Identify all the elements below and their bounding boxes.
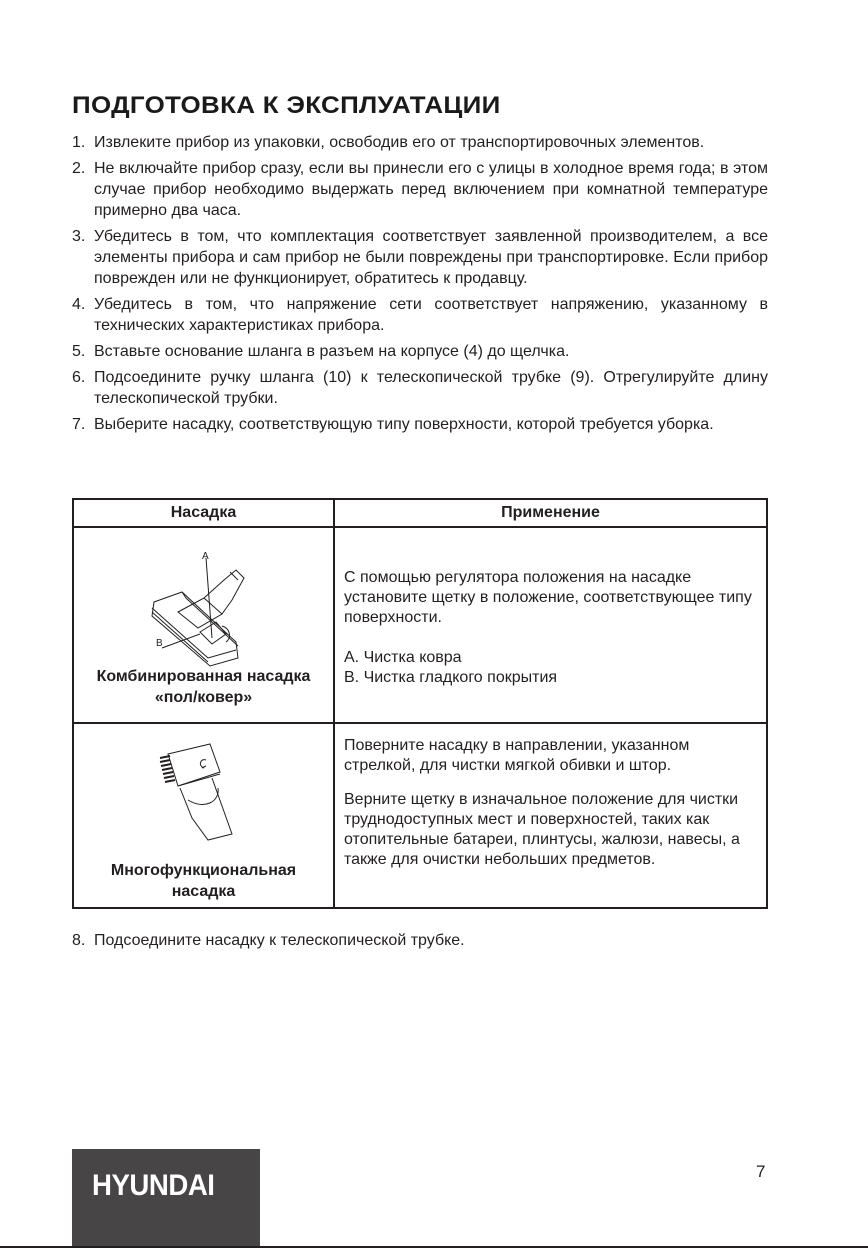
nozzle-cell xyxy=(73,723,334,908)
brand-name: HYUNDAI xyxy=(92,1169,215,1202)
step-item xyxy=(72,294,768,336)
step-item xyxy=(72,158,768,221)
step-number: 6. xyxy=(72,369,86,386)
usage-text: Поверните насадку в направлении, указанном стрелкой, для чистки мягкой обивки и штор. xyxy=(344,737,690,774)
label-b: B xyxy=(156,638,163,649)
step-item xyxy=(72,341,768,362)
nozzle-table xyxy=(72,498,768,909)
table-row xyxy=(73,527,767,723)
usage-text: С помощью регулятора положения на насадке установите щетку в положение, соответствующее типу поверхности. xyxy=(344,569,752,626)
step-number: 8. xyxy=(72,932,86,949)
nozzle-cell xyxy=(73,527,334,723)
step-text: Убедитесь в том, что напряжение сети соответствует напряжению, указанному в технических характеристиках прибора. xyxy=(94,296,768,334)
column-header-nozzle: Насадка xyxy=(73,499,334,527)
step-number: 5. xyxy=(72,343,86,360)
step-text: Убедитесь в том, что комплектация соответствует заявленной производителем, а все элементы прибора и сам прибор не были повреждены при транспортировке. Если прибор поврежден или не функционирует, обратитесь к продавцу. xyxy=(94,228,768,287)
usage-cell xyxy=(334,723,767,908)
step-number: 7. xyxy=(72,416,86,433)
usage-option-a: А. Чистка ковра xyxy=(344,649,462,666)
usage-cell xyxy=(334,527,767,723)
column-header-usage: Применение xyxy=(334,499,767,527)
page-title: ПОДГОТОВКА К ЭКСПЛУАТАЦИИ xyxy=(72,92,501,119)
preparation-steps-list xyxy=(72,132,768,440)
nozzle-name xyxy=(74,860,333,902)
label-a: A xyxy=(202,551,209,562)
step-text: Подсоедините насадку к телескопической трубке. xyxy=(94,932,465,949)
step-number: 3. xyxy=(72,228,86,245)
step-item xyxy=(72,367,768,409)
brand-logo xyxy=(72,1149,260,1248)
step-text: Подсоедините ручку шланга (10) к телескопической трубке (9). Отрегулируйте длину телескопической трубки. xyxy=(94,369,768,407)
step-text: Извлеките прибор из упаковки, освободив его от транспортировочных элементов. xyxy=(94,134,705,151)
step-text: Вставьте основание шланга в разъем на корпусе (4) до щелчка. xyxy=(94,343,570,360)
nozzle-name-line2: насадка xyxy=(171,883,236,900)
step-number: 1. xyxy=(72,134,86,151)
step-item xyxy=(72,226,768,289)
step-text: Не включайте прибор сразу, если вы принесли его с улицы в холодное время года; в этом случае прибор необходимо выдержать перед включением при комнатной температуре примерно два часа. xyxy=(94,160,768,219)
nozzle-name-line2: «пол/ковер» xyxy=(154,689,253,706)
step-item xyxy=(72,414,768,435)
step-item xyxy=(72,932,465,950)
usage-option-b: В. Чистка гладкого покрытия xyxy=(344,669,558,686)
step-text: Выберите насадку, соответствующую типу поверхности, которой требуется уборка. xyxy=(94,416,714,433)
page-number: 7 xyxy=(756,1162,766,1181)
nozzle-name-line1: Многофункциональная xyxy=(110,862,297,879)
nozzle-name-line1: Комбинированная насадка xyxy=(96,668,311,685)
multifunction-nozzle-icon xyxy=(148,740,268,850)
usage-text: Верните щетку в изначальное положение для чистки труднодоступных мест и поверхностей, таких как отопительные батареи, плинтусы, жалюзи, навесы, а также для очистки небольших предметов. xyxy=(344,791,740,868)
floor-carpet-nozzle-icon xyxy=(126,550,286,670)
table-header-row xyxy=(73,499,767,527)
step-number: 4. xyxy=(72,296,86,313)
table-row xyxy=(73,723,767,908)
step-number: 2. xyxy=(72,160,86,177)
step-item xyxy=(72,132,768,153)
